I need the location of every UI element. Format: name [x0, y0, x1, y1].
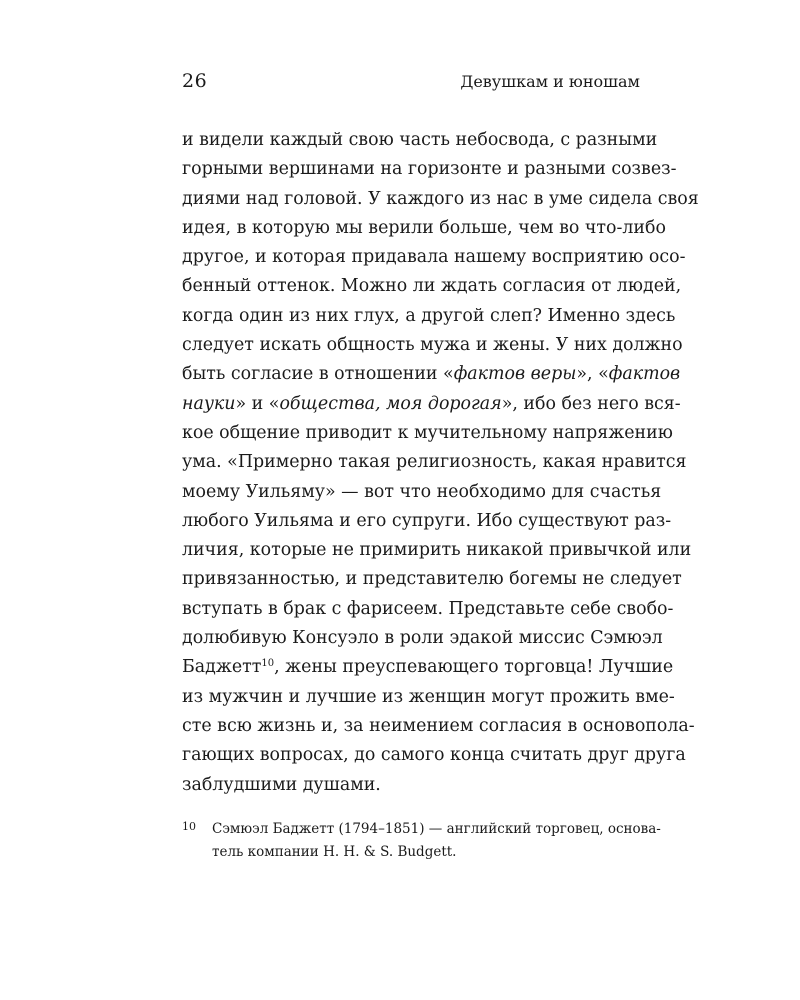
- text-run: », «: [576, 364, 609, 385]
- text-line: когда один из них глух, а другой слеп? Именно здесь: [182, 305, 676, 326]
- text-line: моему Уильяму» — вот что необходимо для счастья: [182, 481, 662, 502]
- italic-run: общества, моя дорогая: [279, 393, 502, 414]
- main-text: [182, 126, 699, 800]
- text-line: идея, в которую мы верили больше, чем во что-либо: [182, 217, 666, 238]
- text-run: », ибо без него вся-: [501, 393, 681, 414]
- text-line: бенный оттенок. Можно ли ждать согласия от людей,: [182, 276, 682, 297]
- text-line: [182, 653, 674, 682]
- text-line: ума. «Примерно такая религиозность, какая нравится: [182, 452, 687, 473]
- text-line: кое общение приводит к мучительному напряжению: [182, 422, 673, 443]
- text-line: другое, и которая придавала нашему восприятию осо-: [182, 247, 686, 268]
- text-line: гающих вопросах, до самого конца считать друг друга: [182, 745, 686, 766]
- text-line: [182, 360, 681, 389]
- text-line: вступать в брак с фарисеем. Представьте себе свобо-: [182, 598, 674, 619]
- running-title: Девушкам и юношам: [460, 72, 640, 91]
- text-run: , жены преуспевающего торговца! Лучшие: [274, 657, 674, 678]
- footnote-number: 10: [182, 820, 196, 833]
- text-line: горными вершинами на горизонте и разными созвез-: [182, 159, 677, 180]
- footnote: [212, 818, 661, 864]
- text-line: личия, которые не примирить никакой привычкой или: [182, 540, 692, 561]
- text-run: » и «: [235, 393, 280, 414]
- page-number: 26: [182, 70, 208, 92]
- text-line: привязанностью, и представителю богемы не следует: [182, 569, 682, 590]
- text-line: [182, 390, 681, 419]
- footnote-reference[interactable]: 10: [261, 658, 275, 670]
- text-line: из мужчин и лучшие из женщин могут прожить вме-: [182, 686, 675, 707]
- footnote-line: тель компании H. H. & S. Budgett.: [212, 844, 457, 860]
- footnote-line: Сэмюэл Баджетт (1794–1851) — английский торговец, основа-: [212, 821, 661, 837]
- text-line: и видели каждый свою часть небосвода, с разными: [182, 130, 658, 150]
- italic-run: фактов веры: [453, 364, 577, 385]
- text-run: быть согласие в отношении «: [182, 364, 454, 385]
- text-line: сте всю жизнь и, за неимением согласия в основопола-: [182, 715, 695, 736]
- text-line: заблудшими душами.: [182, 774, 381, 795]
- text-line: диями над головой. У каждого из нас в уме сидела своя: [182, 188, 699, 209]
- italic-run: фактов: [608, 364, 681, 385]
- italic-run: науки: [182, 393, 236, 414]
- text-line: следует искать общность мужа и жены. У них должно: [182, 335, 683, 356]
- text-line: любого Уильяма и его супруги. Ибо существуют раз-: [182, 510, 672, 531]
- text-run: Баджетт: [182, 657, 262, 678]
- text-line: долюбивую Консуэло в роли эдакой миссис Сэмюэл: [182, 628, 663, 649]
